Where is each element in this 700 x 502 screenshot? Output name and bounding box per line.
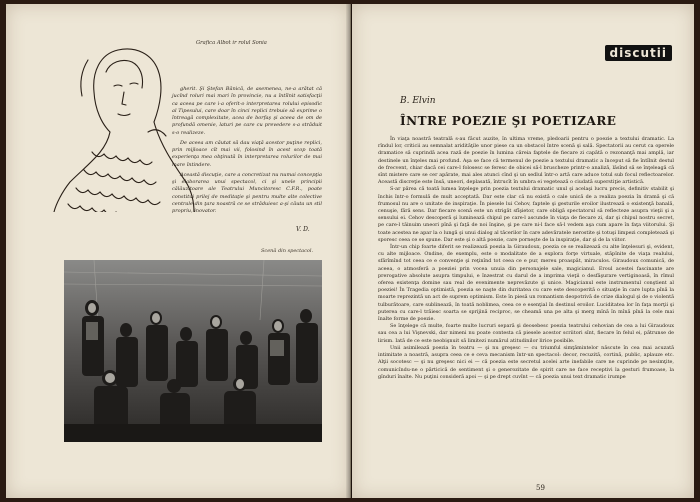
section-label	[605, 42, 672, 61]
section-label-text: discutii	[605, 45, 672, 61]
photo-caption: Scenă din spectacol.	[261, 248, 314, 254]
left-paragraph: De aceea am căutat să dau viaţă acestor puţine replici, prin mijloace cît mai vii, folosind în acest scop toată experienţa mea obţinută în interpretarea rolurilor de mai mare întindere.	[172, 139, 322, 168]
article-paragraph: Într-un chip foarte diferit se realizează poezia la Giraudoux, poezia ce se realizează cu alte înţelesuri şi, evident, cu alte mijloace. Ondine, de exemplu, este o modalitate de a explora forţe virtuale, stăpînite de viaţa realului, sfărîmînd tot ceea ce e convenţie şi reţinînd tot ceea ce e pur, mereu proaspăt, miraculos. Giraudoux comunică, de aceea, o atmosferă a poeziei prin vocea unuia din personajele sale, magicianul. Eroul acestei fascinante are prerogative absolute asupra timpului, e înzestrat cu darul de a imprima vieţii o desfăşurare vertiginoasă, în rîmul oferea existenţa domine sau real de evenimente neprevăzute şi unice. Magicianul este instrumentul conştient al poeziei! În Tragedia optimistă, poezia se naşte din duritatea cu care este descoperită o situaţie în care lupta pînă la moarte reprezintă un act de suprem optimism. Este în piesă un romantism deopotrivă de crize dialogul şi de o violentă tulburătoare, care sublinează, în toată noblimea, ceea ce e esenţial în destinul eroilor. Luciditatea lor în faţa morţii şi puterea cu care-l trăiesc soarta se sprijină reciproc, se cheamă una pe alta şi merg mînă în mînă pînă la cele mai înalte forme de poezie.	[378, 244, 674, 323]
article-paragraph: S-ar părea că toată lumea înţelege prin poezia textului dramatic unul şi acelaşi lucru precis, definitiv stabilit şi închis într-o formulă de mult acceptată. Dar este clar că nu există o cale unică de a realiza poezia în dramă şi că frumosul nu are o unitate de inspiraţie. În piesele lui Cehov, faptele şi gesturile eroilor ilustrează o existenţă banală, cenuşie, fără sens. Dar fiecare scenă este un strigăt sfîşietor, care obligă spectatorul să reflecteze asupra vieţii şi a sensului ei. Cehov descoperă şi luminează chipul pe care-l ascunde în viaţa de fiecare zi, dar şi chipul nostru secret, pe care-l tăinuim uneori pînă şi faţă de noi înşine, şi pe care ni-l face să-l vedem aşa cum apare în faţa viitorului. Şi toate acestea ne apar la o lungă şi unui dialog al tăcerilor în care adevăratele nerostite şi totuşi limpezi completează şi sporesc ceea ce se spune. Dar este şi o altă poezie, care porneşte de la inspiraţie, dar şi de la viitor.	[378, 186, 674, 243]
left-paragraph: gherit. Şi Ştefan Bănică, de asemenea, ne-a arătat că jucînd roluri mai mari în provincie, nu a întîlnit satisfacţii ca aceea pe care i-a oferit-o interpretarea rolului episodic al Tipesului, care doar în cinci replici trebuie să exprime o întreagă complexitate, acea de borfaş şi aceea de om de profundă omenie, laturi pe care cu prevedere s-a străduit s-o realizeze.	[172, 86, 322, 136]
stage-photo	[64, 260, 322, 442]
left-text-block	[172, 86, 322, 218]
left-page	[6, 4, 351, 498]
article-author: B. Elvin	[400, 96, 436, 106]
sketch-caption: Grafica Albot ir rolul Sonia	[196, 40, 267, 46]
article-title: ÎNTRE POEZIE ŞI POETIZARE	[400, 114, 617, 128]
article-paragraph: Se înţelege că multe, foarte multe lucruri separă şi deosebesc poezia teatrului cehovian de cea a lui Giraudoux sau cea a lui Vişnevski, dar nimeni nu poate contesta că piesele acestor scriitori sînt, fiecare în felul ei, pătrunse de lirism. Iată de ce este neobişnuit să limitezi numărul atitudinilor lirice posibile.	[378, 323, 674, 344]
page-number: 59	[536, 484, 545, 492]
signature: V. D.	[296, 226, 310, 233]
left-paragraph: Această discuţie, care a concretizat nu numai concepţia şi elaborarea unui spectacol, ci şi unele principii călăuzitoare ale Teatrului Muncitoresc C.F.R., poate constitui prilej de meditaţie şi pentru multe alte colective centrale din ţara noastră ce se străduiesc a-şi căuta un stil propriu, inovator.	[172, 171, 322, 214]
article-paragraph: Unii asimilează poezia în teatru — şi nu greşesc — cu triumful simţămintelor născute în cea mai acuzată intimitate a noastră, asupra ceea ce e ceva mecanism într-un spectacol: decor, recuzită, cortină, public, aplauze etc. Alţii socotesc — şi nu greşesc nici ei — că poezia este secretul acelei arte inefabile care ne cuprinde pe nesimţite, comunicîndu-ne o părticică de sentiment şi o generozitate de spirit care ne face receptivi la gesturi frumoase, la gînduri înalte. Nu puţini consideră apoi — şi pe drept cuvînt — că poezia unui text dramatic irumpe	[378, 344, 674, 380]
article-paragraph: În viaţa noastră teatrală s-au făcut auzite, în ultima vreme, pledoarii pentru o poezie a textului dramatic. La rîndul lor, criticii au semnalat aridităţile unor piese ca un obstacol între scenă şi sală. Spectatorii au cerut ca operele dramatice să cuprindă acea rază de poezie în lumina căreia faptele de fiecare zi capătă o rezonanţă mai amplă, iar destinele un înţeles mai profund. Aşa se face că termenul de poezie a textului dramatic a început să fie întîlnit destul de frecvent, chiar dacă cei care-l folosesc se feresc de obicei să-l bruscheze printr-o analiză, lăsînd să se înţeleagă că sînt mistere care se cer apărate, mai ales atunci cînd şi un sedlul într-o artă care aduce totul sub focul reflectoarelor. Această discreţie este însă, uneori, deplasată, întrucît în umbra ei vegetează o ciudată superstiţie artistică.	[378, 136, 674, 186]
article-body	[378, 136, 674, 381]
book-spread	[6, 4, 694, 498]
